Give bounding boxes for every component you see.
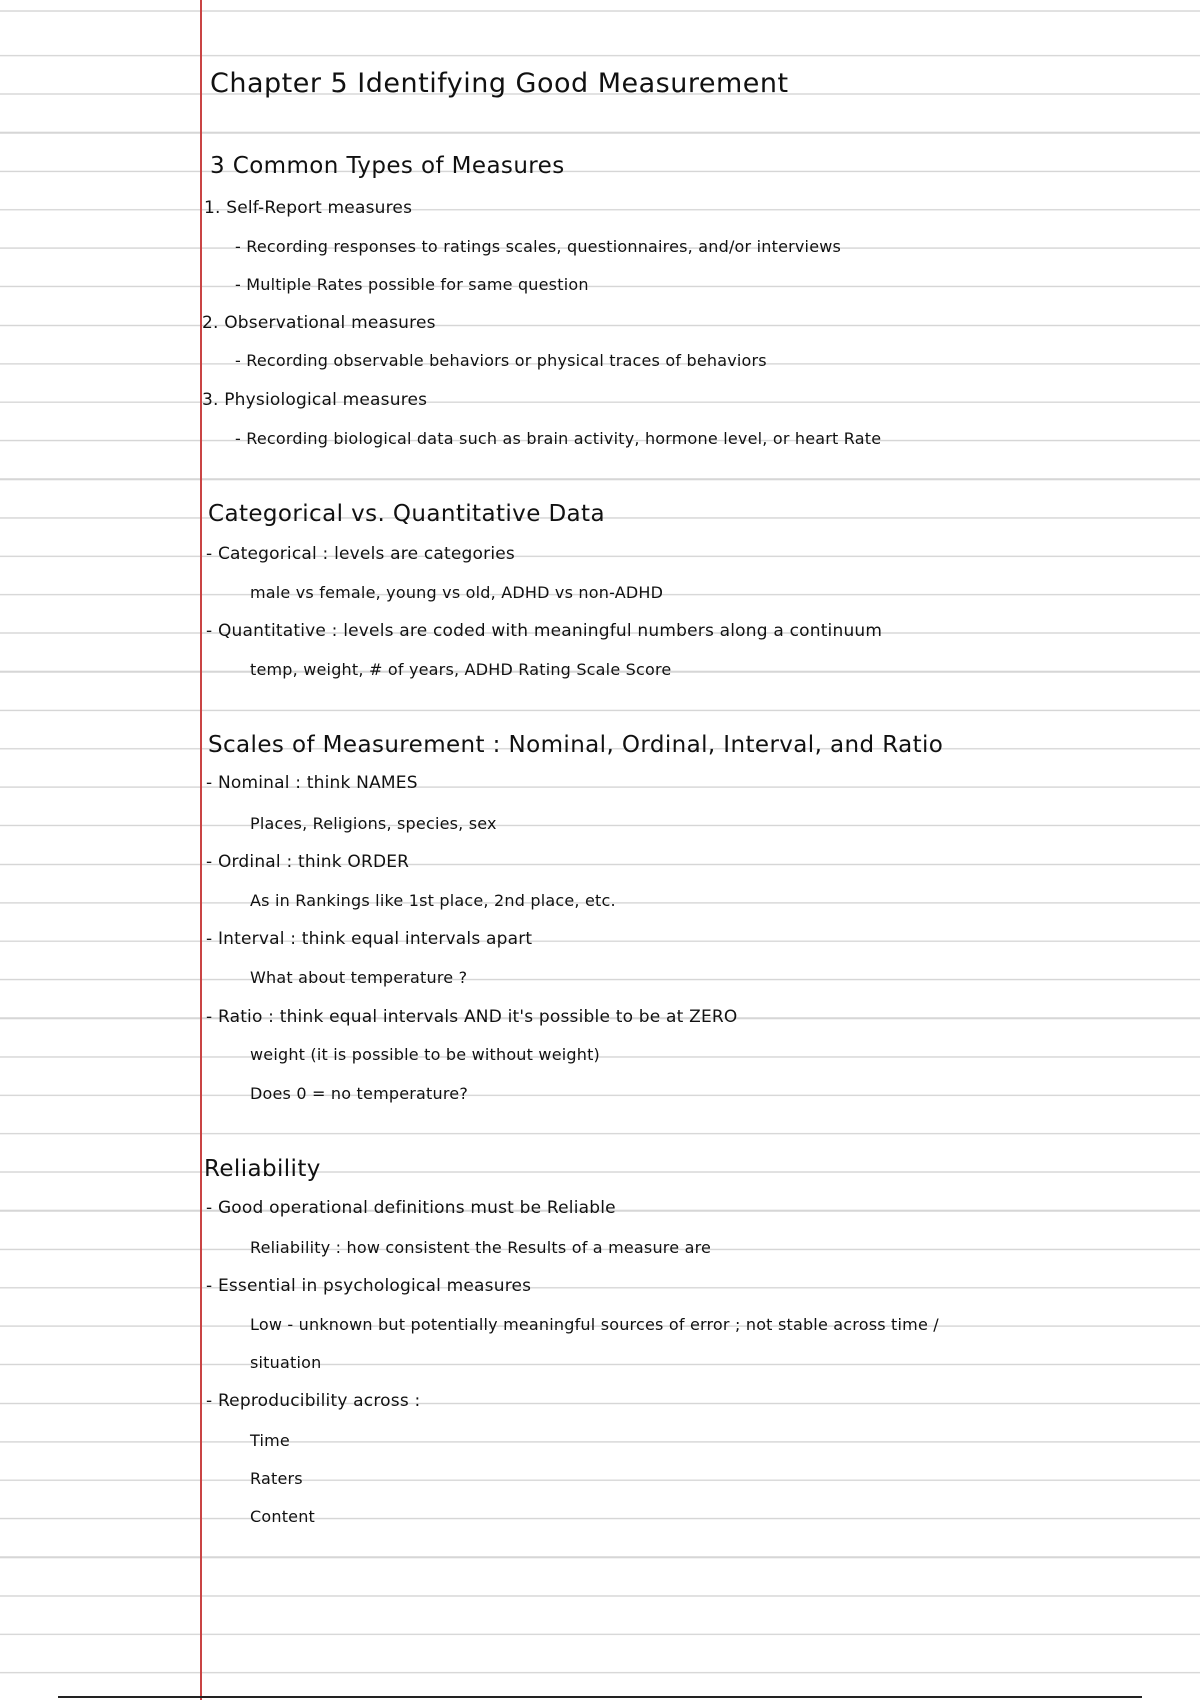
list-item: Reliability : how consistent the Results of a measure are <box>250 1238 712 1257</box>
list-item: 3. Physiological measures <box>202 390 428 410</box>
section-heading-categorical-quantitative: Categorical vs. Quantitative Data <box>208 501 605 527</box>
list-item: 2. Observational measures <box>202 313 436 333</box>
list-item: male vs female, young vs old, ADHD vs non-ADHD <box>250 583 664 602</box>
bottom-rule <box>58 1696 1142 1698</box>
list-item: - Reproducibility across : <box>206 1391 421 1411</box>
list-item: Time <box>250 1431 290 1450</box>
list-item: - Categorical : levels are categories <box>206 544 515 564</box>
margin-line <box>200 0 202 1700</box>
list-item: - Interval : think equal intervals apart <box>206 929 533 949</box>
section-heading-reliability: Reliability <box>204 1156 321 1182</box>
list-item: Content <box>250 1507 316 1526</box>
list-item: - Multiple Rates possible for same question <box>235 275 589 294</box>
list-item: Low - unknown but potentially meaningful sources of error ; not stable across time / <box>250 1315 939 1334</box>
list-item: - Ratio : think equal intervals AND it's possible to be at ZERO <box>206 1007 738 1027</box>
list-item: - Quantitative : levels are coded with meaningful numbers along a continuum <box>206 621 883 641</box>
list-item: - Nominal : think NAMES <box>206 773 418 793</box>
list-item: Raters <box>250 1469 303 1488</box>
list-item: - Good operational definitions must be Reliable <box>206 1198 616 1218</box>
list-item: What about temperature ? <box>250 968 468 987</box>
page-title: Chapter 5 Identifying Good Measurement <box>210 68 789 99</box>
list-item: weight (it is possible to be without weight) <box>250 1045 600 1064</box>
list-item: As in Rankings like 1st place, 2nd place, etc. <box>250 891 616 910</box>
list-item: - Recording observable behaviors or physical traces of behaviors <box>235 351 767 370</box>
list-item: - Essential in psychological measures <box>206 1276 532 1296</box>
list-item: - Ordinal : think ORDER <box>206 852 410 872</box>
list-item: - Recording responses to ratings scales, questionnaires, and/or interviews <box>235 237 842 256</box>
list-item: temp, weight, # of years, ADHD Rating Scale Score <box>250 660 672 679</box>
list-item: Places, Religions, species, sex <box>250 814 497 833</box>
list-item: - Recording biological data such as brain activity, hormone level, or heart Rate <box>235 429 882 448</box>
list-item: 1. Self-Report measures <box>204 198 413 218</box>
section-heading-types-of-measures: 3 Common Types of Measures <box>210 153 565 179</box>
section-heading-scales: Scales of Measurement : Nominal, Ordinal, Interval, and Ratio <box>208 732 944 758</box>
list-item: situation <box>250 1353 322 1372</box>
list-item: Does 0 = no temperature? <box>250 1084 469 1103</box>
